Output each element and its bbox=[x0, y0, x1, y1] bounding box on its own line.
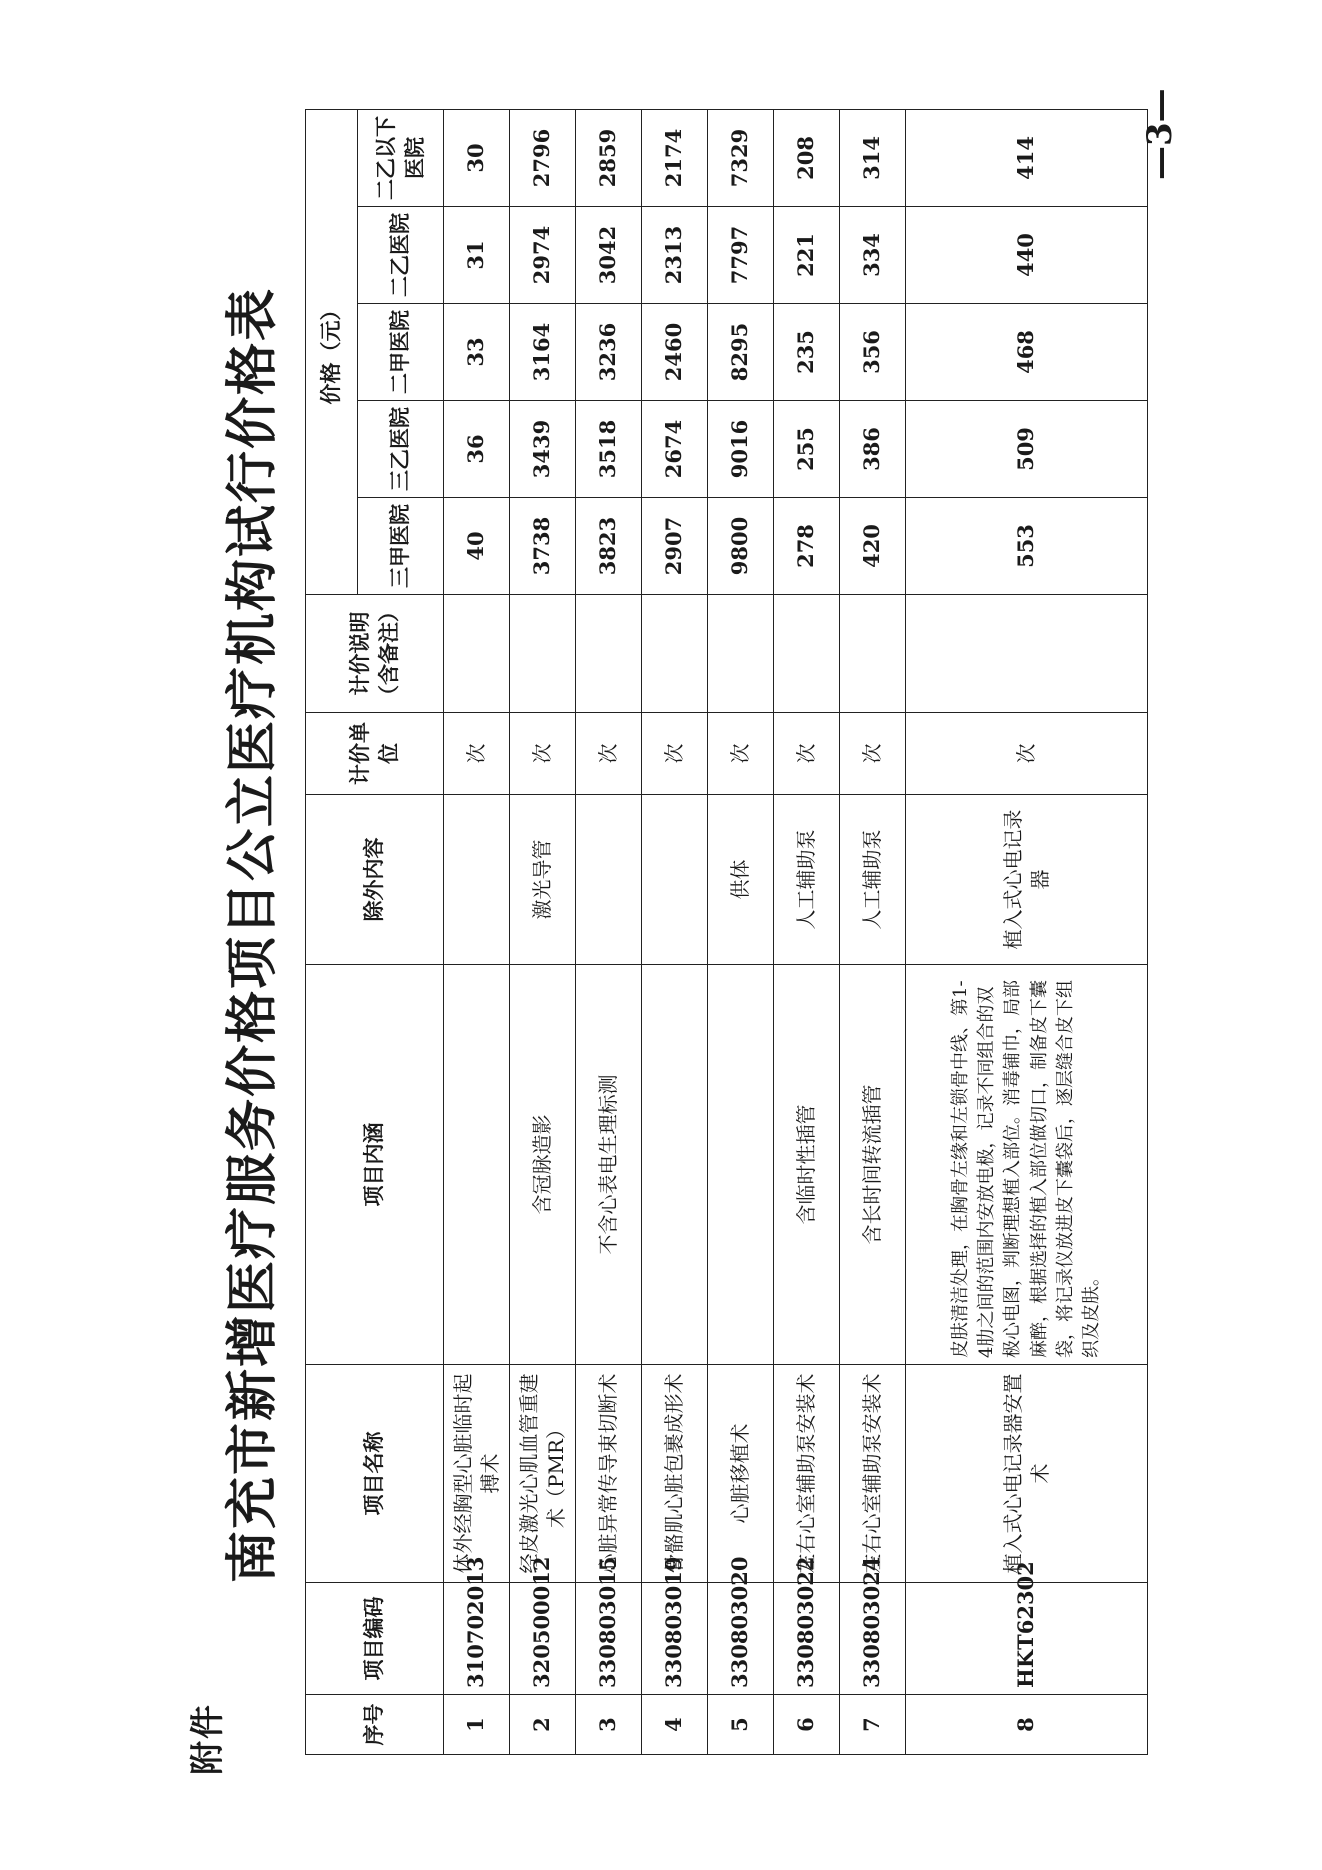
cell-code: 320500012 bbox=[510, 1583, 576, 1695]
cell-name: 植入式心电记录器安置术 bbox=[906, 1365, 1148, 1583]
header-grade-a2: 二甲医院 bbox=[358, 304, 444, 401]
cell-price-below: 2174 bbox=[642, 109, 708, 206]
cell-unit: 次 bbox=[708, 713, 774, 795]
cell-code: 330803020 bbox=[708, 1583, 774, 1695]
header-grade-a3: 三甲医院 bbox=[358, 498, 444, 595]
cell-seq: 5 bbox=[708, 1695, 774, 1755]
cell-price-below: 7329 bbox=[708, 109, 774, 206]
cell-content: 不含心表电生理标测 bbox=[576, 965, 642, 1365]
cell-exclusions: 人工辅助泵 bbox=[840, 795, 906, 965]
table-row bbox=[642, 109, 708, 1754]
cell-price-a3: 2907 bbox=[642, 498, 708, 595]
cell-price-a2: 3164 bbox=[510, 304, 576, 401]
cell-price-b2: 31 bbox=[444, 207, 510, 304]
cell-exclusions bbox=[576, 795, 642, 965]
header-grade-below: 二乙以下医院 bbox=[358, 109, 444, 206]
cell-content: 含冠脉造影 bbox=[510, 965, 576, 1365]
cell-name: 左右心室辅助泵安装术 bbox=[840, 1365, 906, 1583]
cell-unit: 次 bbox=[774, 713, 840, 795]
cell-exclusions: 植入式心电记录器 bbox=[906, 795, 1148, 965]
header-exclusions: 除外内容 bbox=[306, 795, 444, 965]
cell-name: 经皮激光心肌血管重建术（PMR） bbox=[510, 1365, 576, 1583]
cell-price-a2: 8295 bbox=[708, 304, 774, 401]
cell-code: 330803015 bbox=[576, 1583, 642, 1695]
cell-content: 含临时性插管 bbox=[774, 965, 840, 1365]
cell-unit: 次 bbox=[840, 713, 906, 795]
cell-seq: 4 bbox=[642, 1695, 708, 1755]
cell-price-a3: 40 bbox=[444, 498, 510, 595]
cell-price-b2: 440 bbox=[906, 207, 1148, 304]
cell-content bbox=[444, 965, 510, 1365]
cell-seq: 8 bbox=[906, 1695, 1148, 1755]
header-unit: 计价单位 bbox=[306, 713, 444, 795]
page-title: 南充市新增医疗服务价格项目公立医疗机构试行价格表 bbox=[223, 287, 283, 1584]
cell-name: 心脏异常传导束切断术 bbox=[576, 1365, 642, 1583]
cell-price-a3: 420 bbox=[840, 498, 906, 595]
cell-price-b2: 2313 bbox=[642, 207, 708, 304]
cell-note bbox=[840, 595, 906, 713]
cell-price-below: 314 bbox=[840, 109, 906, 206]
cell-price-b3: 36 bbox=[444, 401, 510, 498]
header-content: 项目内涵 bbox=[306, 965, 444, 1365]
cell-content: 含长时间转流插管 bbox=[840, 965, 906, 1365]
cell-price-below: 2796 bbox=[510, 109, 576, 206]
header-code: 项目编码 bbox=[306, 1583, 444, 1695]
cell-price-a2: 2460 bbox=[642, 304, 708, 401]
table-row bbox=[708, 109, 774, 1754]
header-seq: 序号 bbox=[306, 1695, 444, 1755]
table-row bbox=[510, 109, 576, 1754]
cell-content bbox=[708, 965, 774, 1365]
cell-code: HKT62302 bbox=[906, 1583, 1148, 1695]
attachment-label: 附件 bbox=[188, 1703, 228, 1775]
header-name: 项目名称 bbox=[306, 1365, 444, 1583]
page-number: —3— bbox=[1140, 88, 1180, 180]
cell-content: 皮肤清洁处理，在胸骨左缘和左锁骨中线、第1-4肋之间的范围内安放电极，记录不同组合的双极心电图，判断理想植入部位。消毒铺巾，局部麻醉，根据选择的植入部位做切口，制备皮下囊袋，将记录仪放进皮下囊袋后，逐层缝合皮下组织及皮肤。 bbox=[906, 965, 1148, 1365]
cell-price-a2: 33 bbox=[444, 304, 510, 401]
cell-price-below: 208 bbox=[774, 109, 840, 206]
cell-code: 310702013 bbox=[444, 1583, 510, 1695]
cell-seq: 2 bbox=[510, 1695, 576, 1755]
cell-price-a2: 3236 bbox=[576, 304, 642, 401]
cell-price-b2: 3042 bbox=[576, 207, 642, 304]
cell-name: 骨骼肌心脏包裹成形术 bbox=[642, 1365, 708, 1583]
cell-unit: 次 bbox=[444, 713, 510, 795]
table-row bbox=[444, 109, 510, 1754]
cell-name: 心脏移植术 bbox=[708, 1365, 774, 1583]
cell-seq: 7 bbox=[840, 1695, 906, 1755]
cell-price-a2: 356 bbox=[840, 304, 906, 401]
cell-price-a3: 9800 bbox=[708, 498, 774, 595]
header-grade-b2: 二乙医院 bbox=[358, 207, 444, 304]
cell-price-a3: 3823 bbox=[576, 498, 642, 595]
cell-note bbox=[708, 595, 774, 713]
cell-price-below: 30 bbox=[444, 109, 510, 206]
cell-price-b2: 7797 bbox=[708, 207, 774, 304]
header-price-group: 价格（元） bbox=[306, 109, 358, 594]
cell-note bbox=[510, 595, 576, 713]
cell-unit: 次 bbox=[510, 713, 576, 795]
cell-note bbox=[642, 595, 708, 713]
cell-price-b2: 334 bbox=[840, 207, 906, 304]
cell-unit: 次 bbox=[642, 713, 708, 795]
cell-code: 330803019 bbox=[642, 1583, 708, 1695]
cell-code: 330803022 bbox=[774, 1583, 840, 1695]
cell-name: 体外经胸型心脏临时起搏术 bbox=[444, 1365, 510, 1583]
cell-note bbox=[576, 595, 642, 713]
cell-price-b3: 3518 bbox=[576, 401, 642, 498]
header-note: 计价说明（含备注） bbox=[306, 595, 444, 713]
cell-price-below: 414 bbox=[906, 109, 1148, 206]
cell-price-a2: 235 bbox=[774, 304, 840, 401]
cell-exclusions bbox=[444, 795, 510, 965]
cell-exclusions: 供体 bbox=[708, 795, 774, 965]
cell-note bbox=[906, 595, 1148, 713]
cell-exclusions: 人工辅助泵 bbox=[774, 795, 840, 965]
header-grade-b3: 三乙医院 bbox=[358, 401, 444, 498]
cell-price-a3: 553 bbox=[906, 498, 1148, 595]
cell-price-b2: 221 bbox=[774, 207, 840, 304]
cell-price-b3: 255 bbox=[774, 401, 840, 498]
cell-price-b2: 2974 bbox=[510, 207, 576, 304]
cell-price-b3: 2674 bbox=[642, 401, 708, 498]
cell-price-below: 2859 bbox=[576, 109, 642, 206]
table-row bbox=[576, 109, 642, 1754]
cell-seq: 6 bbox=[774, 1695, 840, 1755]
cell-price-a3: 3738 bbox=[510, 498, 576, 595]
cell-code: 330803024 bbox=[840, 1583, 906, 1695]
cell-exclusions: 激光导管 bbox=[510, 795, 576, 965]
cell-exclusions bbox=[642, 795, 708, 965]
table-row bbox=[906, 109, 1148, 1754]
cell-price-a3: 278 bbox=[774, 498, 840, 595]
cell-name: 左右心室辅助泵安装术 bbox=[774, 1365, 840, 1583]
cell-price-b3: 509 bbox=[906, 401, 1148, 498]
table-row bbox=[774, 109, 840, 1754]
cell-content bbox=[642, 965, 708, 1365]
cell-unit: 次 bbox=[576, 713, 642, 795]
cell-note bbox=[774, 595, 840, 713]
price-table bbox=[305, 109, 1148, 1755]
cell-price-b3: 9016 bbox=[708, 401, 774, 498]
table-row bbox=[840, 109, 906, 1754]
cell-price-b3: 3439 bbox=[510, 401, 576, 498]
cell-price-a2: 468 bbox=[906, 304, 1148, 401]
cell-seq: 3 bbox=[576, 1695, 642, 1755]
cell-unit: 次 bbox=[906, 713, 1148, 795]
cell-note bbox=[444, 595, 510, 713]
cell-seq: 1 bbox=[444, 1695, 510, 1755]
cell-price-b3: 386 bbox=[840, 401, 906, 498]
